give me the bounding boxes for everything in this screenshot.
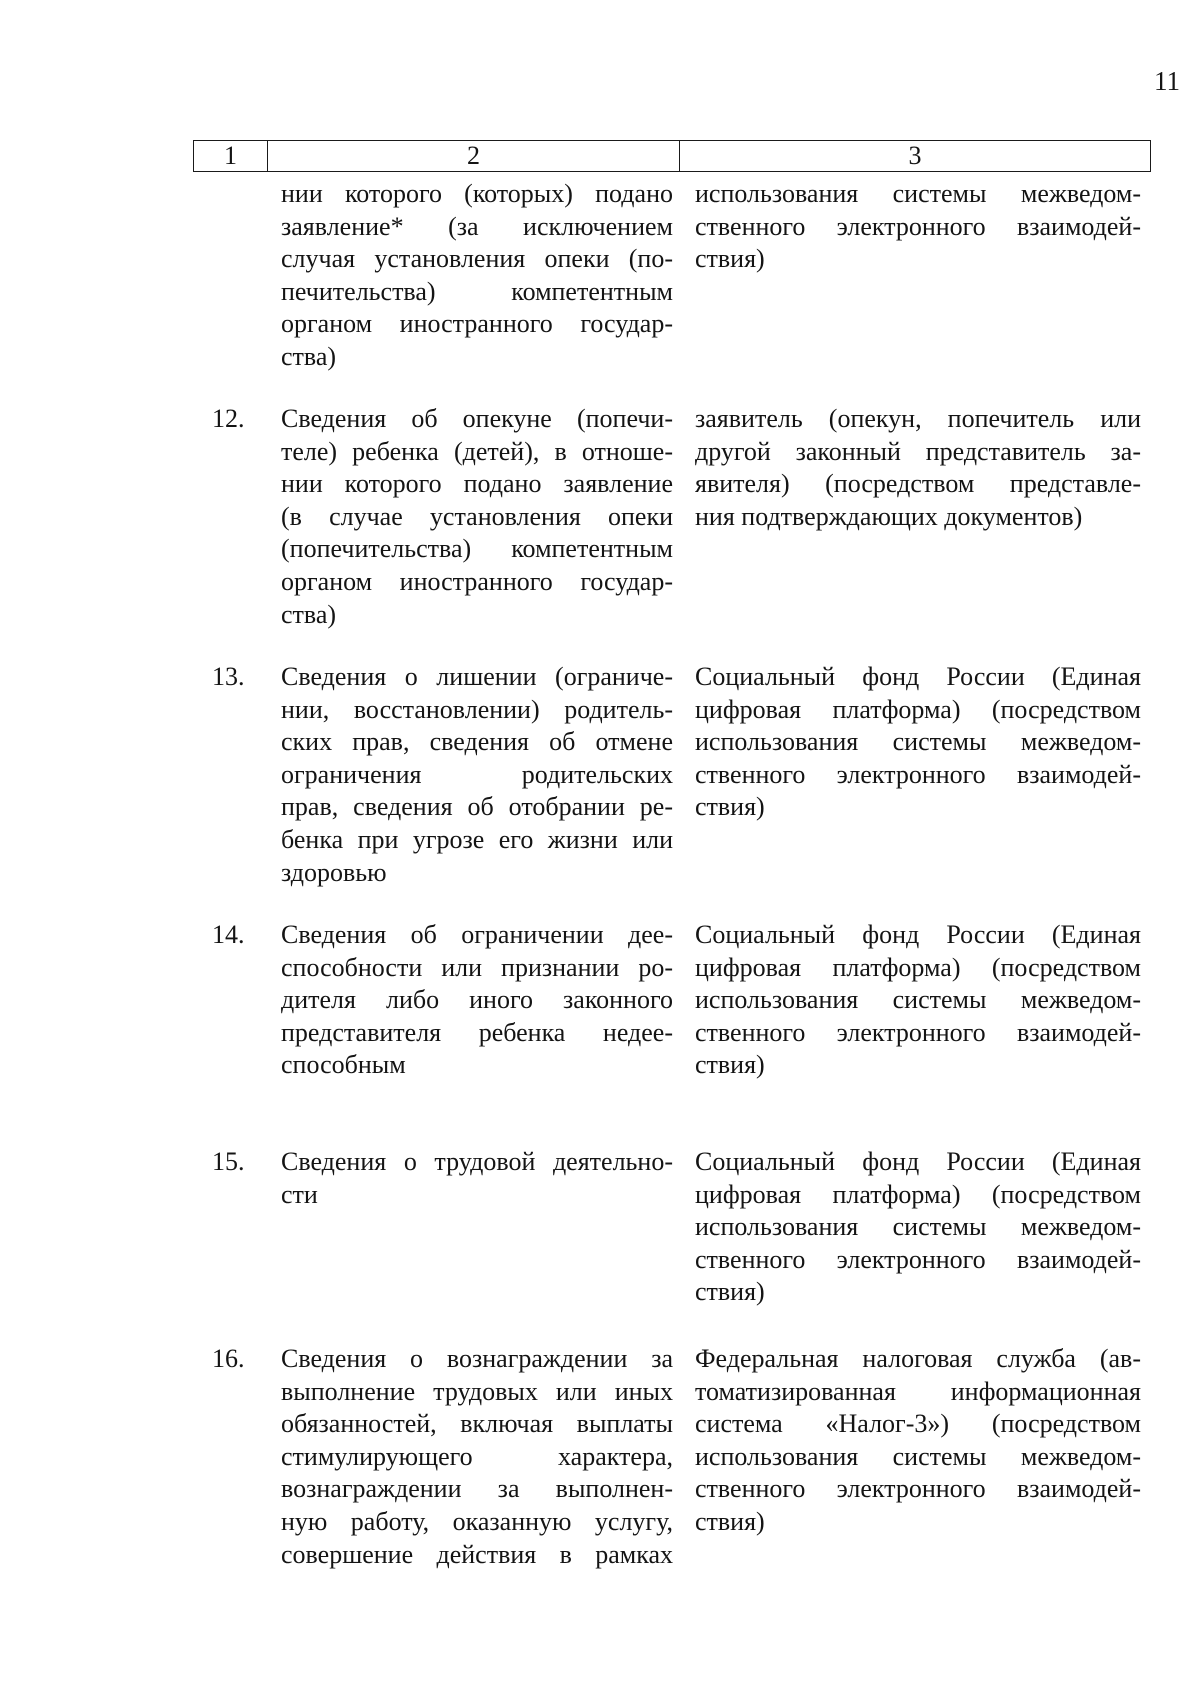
text-line: органом иностранного государ- [281,566,673,596]
text-line: Социальный фонд России (Единая [695,920,1141,949]
text-line: использования системы межведом- [695,727,1141,757]
text-line: Социальный фонд России (Единая [695,662,1141,691]
text-line: явителя) (посредством представле- [695,469,1141,499]
row-source [695,1343,1141,1539]
text-line: обязанностей, включая выплаты [281,1409,673,1439]
text-line: печительства) компетентным [281,276,673,306]
text-line: томатизированная информационная [695,1376,1141,1406]
row-number: 14. [212,920,245,949]
row-source [695,1146,1141,1309]
text-line: нии которого подано заявление [281,469,673,499]
text-line: система «Налог-3») (посредством [695,1409,1141,1439]
text-line: сти [281,1179,318,1209]
header-col-3: 3 [908,141,922,170]
text-line: вознаграждении за выполнен- [281,1474,673,1504]
text-line: ную работу, оказанную услугу, [281,1506,673,1536]
text-line: теле) ребенка (детей), в отноше- [281,436,673,466]
text-line: заявление* (за исключением [281,211,673,241]
table-header-row [193,140,1151,172]
header-col-1: 1 [194,141,268,171]
text-line: Социальный фонд России (Единая [695,1147,1141,1176]
row-description [281,919,673,1082]
text-line: Сведения об опекуне (попечи- [281,404,673,433]
row-description [281,403,673,631]
text-line: ствия) [695,792,765,822]
row-number: 13. [212,662,245,691]
text-line: цифровая платформа) (посредством [695,1179,1141,1209]
row-description [281,1146,673,1211]
text-line: ственного электронного взаимодей- [695,1017,1141,1047]
text-line: дителя либо иного законного [281,985,673,1015]
page-number: 11 [1154,66,1180,96]
header-col-2: 2 [268,141,680,171]
text-line: ства) [281,599,337,629]
text-line: ственного электронного взаимодей- [695,1244,1141,1274]
text-line: бенка при угрозе его жизни или [281,824,673,854]
text-line: нии которого (которых) подано [281,179,673,208]
row-description [281,661,673,889]
text-line: цифровая платформа) (посредством [695,694,1141,724]
text-line: использования системы межведом- [695,1212,1141,1242]
text-line: ствия) [695,1277,765,1307]
text-line: органом иностранного государ- [281,309,673,339]
text-line: совершение действия в рамках [281,1539,673,1569]
text-line: стимулирующего характера, [281,1441,673,1471]
text-line: ства) [281,341,337,371]
text-line: заявитель (опекун, попечитель или [695,404,1141,433]
text-line: ограничения родительских [281,759,673,789]
text-line: способным [281,1050,406,1080]
text-line: способности или признании ро- [281,952,673,982]
row-description [281,1343,673,1571]
row-number: 16. [212,1344,245,1373]
text-line: ствия) [695,244,765,274]
text-line: Сведения о лишении (ограниче- [281,662,673,691]
text-line: ских прав, сведения об отмене [281,727,673,757]
text-line: представителя ребенка недее- [281,1017,673,1047]
text-line: использования системы межведом- [695,1441,1141,1471]
row-source [695,178,1141,276]
text-line: ствия) [695,1506,765,1536]
text-line: прав, сведения об отобрании ре- [281,792,673,822]
text-line: Федеральная налоговая служба (ав- [695,1344,1141,1373]
text-line: ственного электронного взаимодей- [695,1474,1141,1504]
row-description [281,178,673,374]
text-line: другой законный представитель за- [695,436,1141,466]
row-source [695,919,1141,1082]
text-line: цифровая платформа) (посредством [695,952,1141,982]
text-line: Сведения о вознаграждении за [281,1344,673,1373]
text-line: нии, восстановлении) родитель- [281,694,673,724]
row-source [695,403,1141,533]
text-line: случая установления опеки (по- [281,244,673,274]
row-number: 15. [212,1147,245,1176]
text-line: ствия) [695,1050,765,1080]
text-line: выполнение трудовых или иных [281,1376,673,1406]
row-number: 12. [212,404,245,433]
text-line: использования системы межведом- [695,985,1141,1015]
text-line: Сведения об ограничении дее- [281,920,673,949]
row-source [695,661,1141,824]
text-line: ственного электронного взаимодей- [695,759,1141,789]
text-line: Сведения о трудовой деятельно- [281,1147,673,1176]
text-line: здоровью [281,857,387,887]
text-line: (в случае установления опеки [281,501,673,531]
text-line: использования системы межведом- [695,179,1141,208]
text-line: ния подтверждающих документов) [695,501,1083,531]
text-line: (попечительства) компетентным [281,534,673,564]
text-line: ственного электронного взаимодей- [695,211,1141,241]
